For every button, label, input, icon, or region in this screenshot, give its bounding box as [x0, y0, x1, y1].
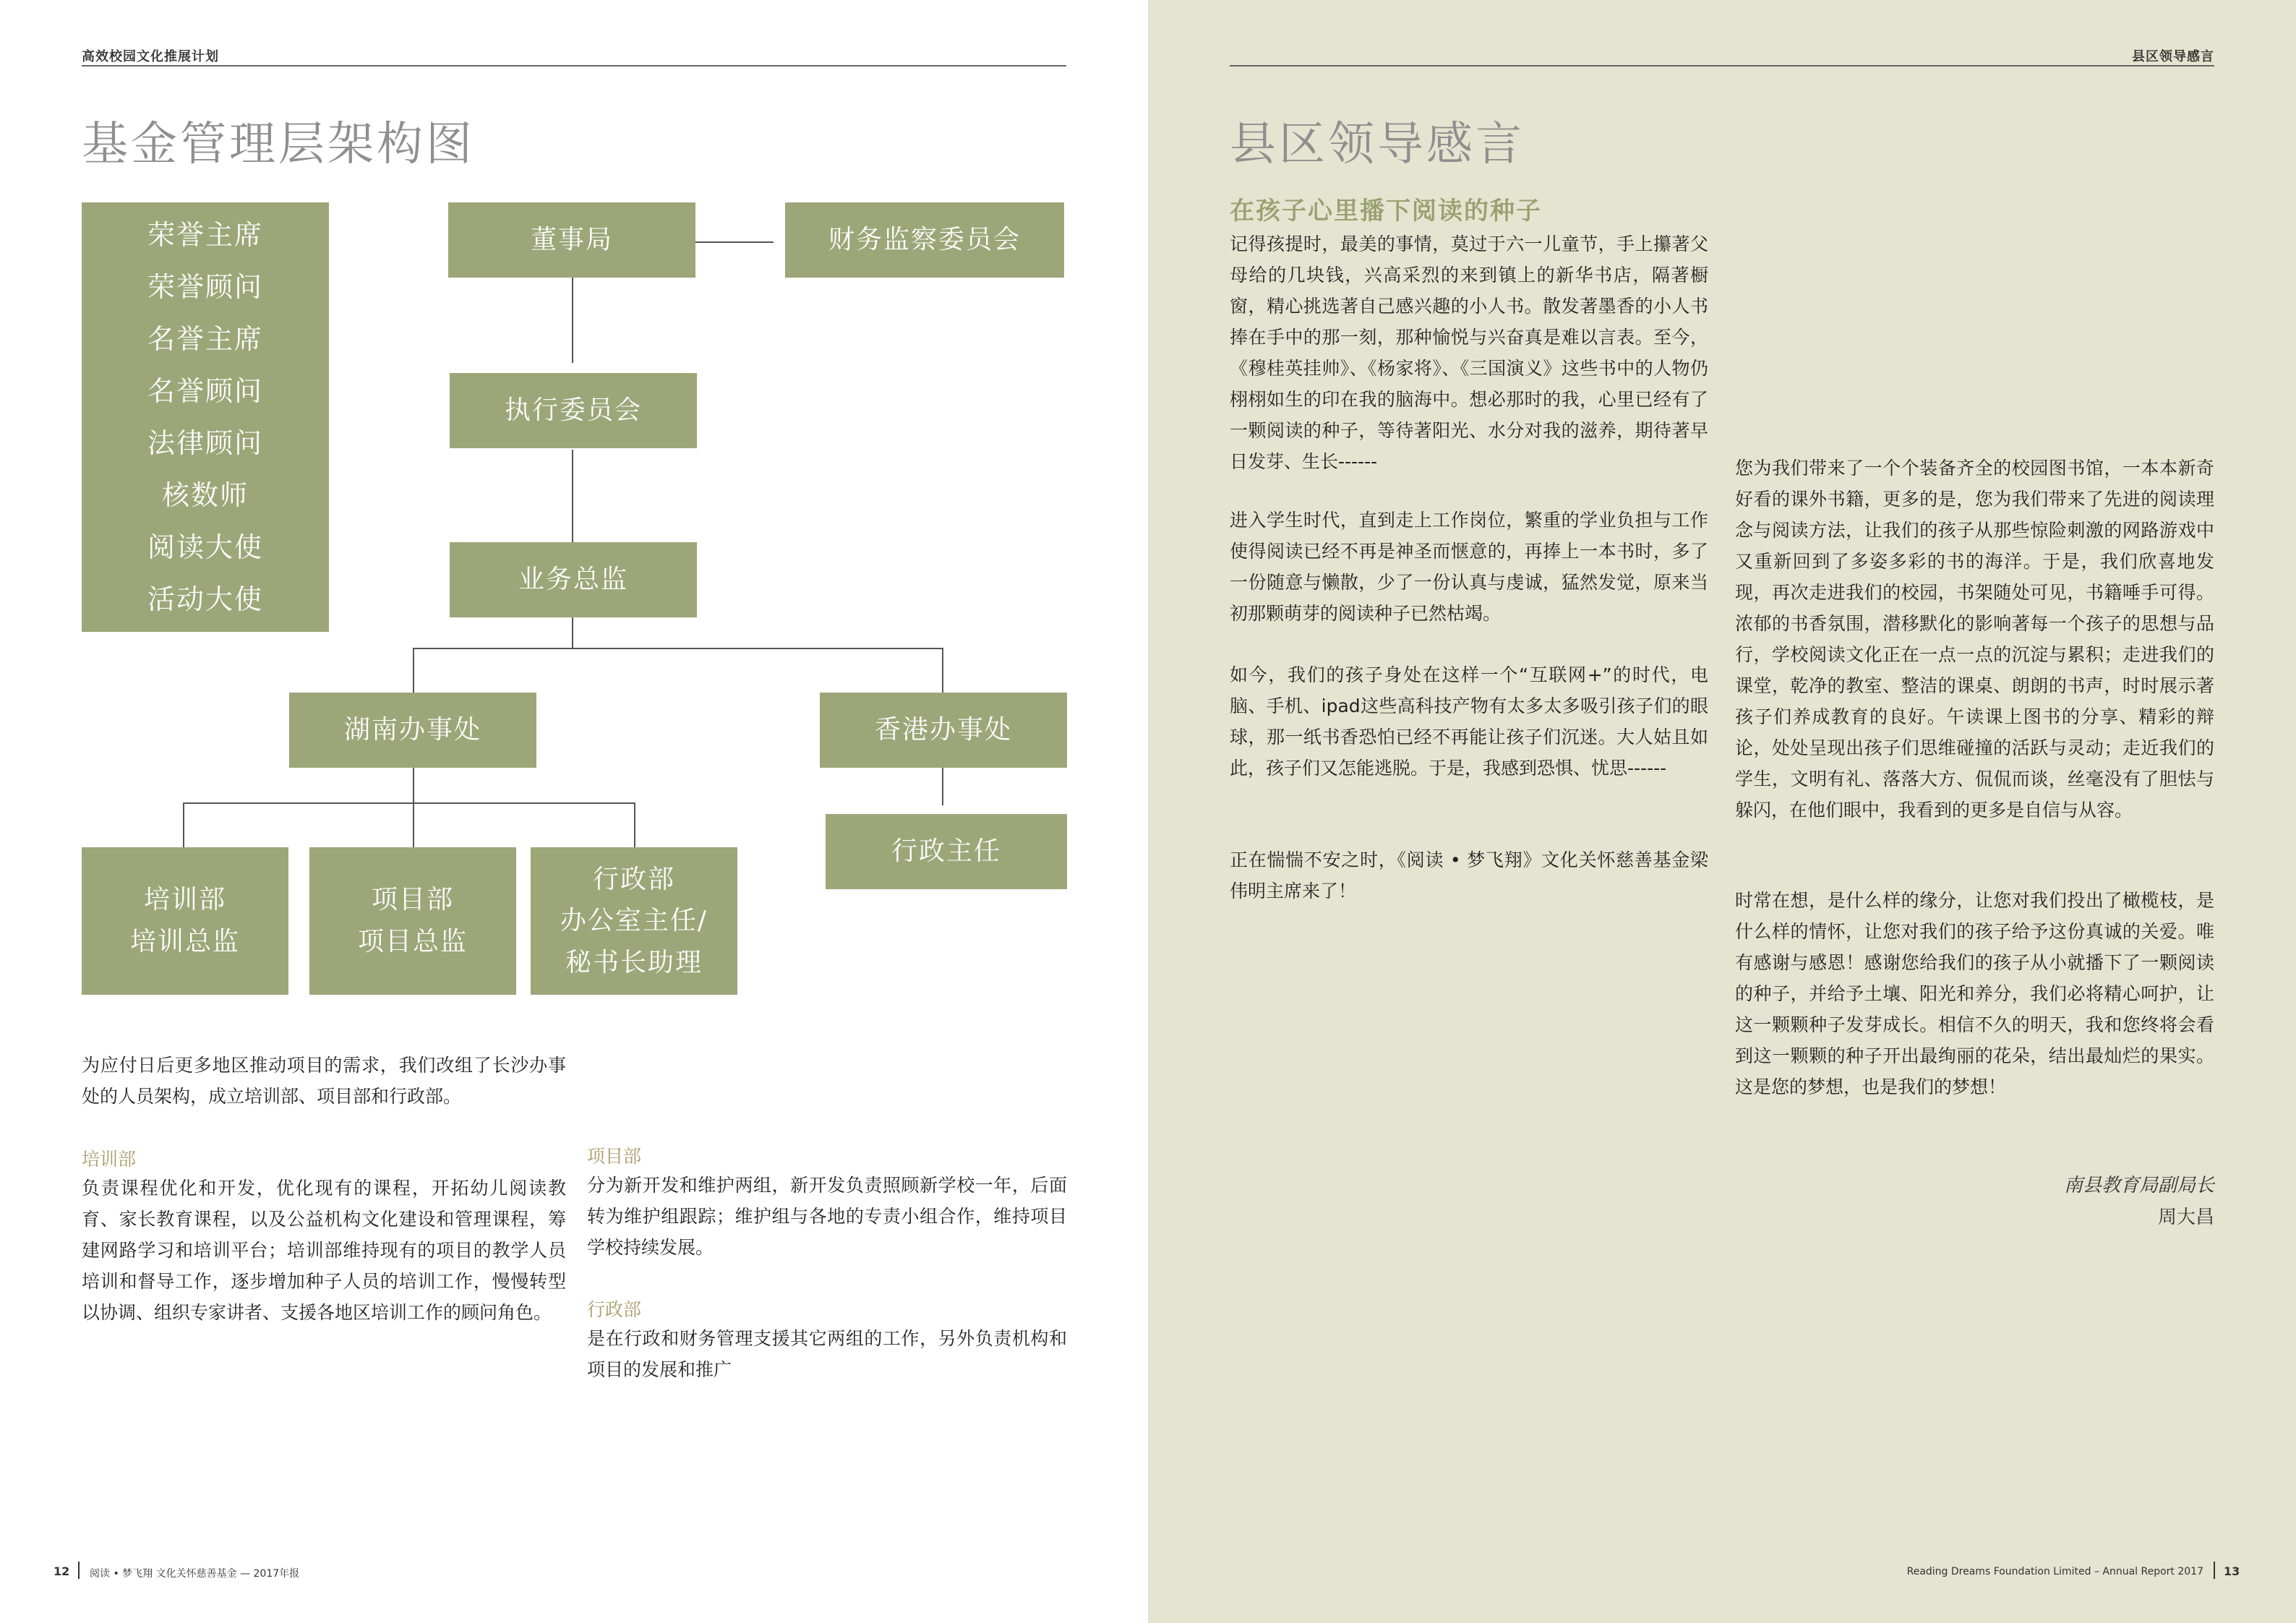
admin-dept-label: 行政部 [592, 864, 675, 894]
col2-paragraph-2: 时常在想，是什么样的缘分，让您对我们投出了橄榄枝，是什么样的情怀，让您对我们的孩子给予这份真诚的关爱。唯有感谢与感恩！感谢您给我们的孩子从小就播下了一颗阅读的种子，并给予土壤、阳光和养分，我们必将精心呵护，让这一颗颗种子发芽成长。相信不久的明天，我和您终将会看到这一颗颗的种子开出最绚丽的花朵，结出最灿烂的果实。这是您的梦想，也是我们的梦想！ [1735, 890, 2214, 1097]
secretary-assistant-label: 秘书长助理 [565, 947, 703, 977]
hunan-office-box: 湖南办事处 [289, 693, 536, 768]
hunan-down-connector [413, 768, 414, 802]
training-drop-connector [183, 802, 184, 847]
left-footer-divider [78, 1562, 80, 1579]
honor-item: 阅读大使 [147, 531, 263, 563]
office-director-label: 办公室主任/ [560, 906, 708, 936]
right-footer-divider [2214, 1562, 2215, 1579]
left-footer-text: 阅读 • 梦飞翔 文化关怀慈善基金 — 2017年报 [90, 1568, 300, 1580]
admin-head-box: 行政主任 [826, 814, 1067, 889]
restructure-intro: 为应付日后更多地区推动项目的需求，我们改组了长沙办事处的人员架构，成立培训部、项目部和行政部。 [82, 1055, 566, 1107]
left-header-rule [82, 65, 1066, 67]
left-page-number: 12 [53, 1564, 70, 1578]
board-exec-connector [572, 278, 573, 363]
honor-item: 名誉顾问 [147, 375, 263, 407]
project-dept-label: 项目部 [371, 885, 454, 915]
board-box: 董事局 [448, 202, 695, 278]
admin-dept-box [531, 847, 737, 995]
business-director-box: 业务总监 [450, 542, 697, 617]
honor-item: 荣誉顾问 [147, 271, 263, 303]
training-director-label: 培训总监 [129, 927, 240, 956]
signature-name: 周大昌 [2157, 1207, 2214, 1228]
col1-paragraph-1: 记得孩提时，最美的事情，莫过于六一儿童节，手上攥著父母给的几块钱，兴高采烈的来到镇上的新华书店，隔著橱窗，精心挑选著自己感兴趣的小人书。散发著墨香的小人书捧在手中的那一刻，那种愉悦与兴奋真是难以言表。至今，《穆桂英挂帅》、《杨家将》、《三国演义》这些书中的人物仍栩栩如生的印在我的脑海中。想必那时的我，心里已经有了一颗阅读的种子，等待著阳光、水分对我的滋养，期待著早日发芽、生长------ [1230, 234, 1708, 472]
training-dept-box [82, 847, 288, 995]
right-running-header: 县区领导感言 [2132, 49, 2214, 64]
hongkong-admin-connector [942, 768, 943, 805]
col1-paragraph-2: 进入学生时代，直到走上工作岗位，繁重的学业负担与工作使得阅读已经不再是神圣而惬意的，再捧上一本书时，多了一份随意与懒散，少了一份认真与虔诚，猛然发觉，原来当初那颗萌芽的阅读种子已然枯竭。 [1230, 510, 1708, 624]
testimonial-subtitle: 在孩子心里播下阅读的种子 [1230, 197, 1542, 226]
project-dept-box [309, 847, 516, 995]
right-header-rule [1230, 65, 2214, 67]
hongkong-office-box: 香港办事处 [820, 693, 1067, 768]
director-down-connector [572, 617, 573, 648]
left-running-header: 高效校园文化推展计划 [82, 49, 219, 64]
col2-paragraph-1: 您为我们带来了一个个装备齐全的校园图书馆，一本本新奇好看的课外书籍，更多的是，您为我们带来了先进的阅读理念与阅读方法，让我们的孩子从那些惊险刺激的网路游戏中又重新回到了多姿多彩的书的海洋。于是，我们欣喜地发现，再次走进我们的校园，书架随处可见，书籍唾手可得。浓郁的书香氛围，潜移默化的影响著每一个孩子的思想与品行，学校阅读文化正在一点一点的沉淀与累积；走进我们的课堂，乾净的教室、整洁的课桌、朗朗的书声，时时展示著孩子们养成教育的良好。午读课上图书的分享、精彩的辩论，处处呈现出孩子们思维碰撞的活跃与灵动；走近我们的学生，文明有礼、落落大方、侃侃而谈，丝毫没有了胆怯与躲闪，在他们眼中，我看到的更多是自信与从容。 [1735, 458, 2214, 821]
col1-paragraph-4: 正在惴惴不安之时，《阅读 • 梦飞翔》文化关怀慈善基金梁伟明主席来了！ [1230, 849, 1708, 902]
admin-drop-connector [634, 802, 635, 847]
executive-committee-box: 执行委员会 [450, 373, 697, 448]
hunan-branch-connector [183, 802, 635, 804]
honor-item: 法律顾问 [147, 427, 263, 459]
project-heading: 项目部 [587, 1146, 642, 1167]
honor-item: 活动大使 [147, 583, 263, 615]
signature-title: 南县教育局副局长 [2063, 1175, 2214, 1196]
right-footer-text: Reading Dreams Foundation Limited – Annual Report 2017 [1906, 1566, 2203, 1577]
board-finance-connector [695, 241, 774, 243]
hunan-drop-connector [413, 648, 414, 693]
exec-director-connector [572, 450, 573, 542]
admin-heading: 行政部 [587, 1299, 642, 1320]
col1-paragraph-3: 如今，我们的孩子身处在这样一个“互联网+”的时代，电脑、手机、ipad这些高科技产物有太多太多吸引孩子们的眼球，那一纸书香恐怕已经不再能让孩子们沉迷。大人姑且如此，孩子们又怎能逃脱。于是，我感到恐惧、忧思------ [1230, 664, 1708, 779]
training-description: 负责课程优化和开发，优化现有的课程，开拓幼儿阅读教育、家长教育课程，以及公益机构文化建设和管理课程，筹建网路学习和培训平台；培训部维持现有的项目的教学人员培训和督导工作，逐步增加种子人员的培训工作，慢慢转型以协调、组织专家讲者、支援各地区培训工作的顾问角色。 [82, 1178, 566, 1323]
training-heading: 培训部 [82, 1149, 137, 1170]
project-drop-connector [413, 802, 414, 847]
director-branch-connector [413, 648, 943, 649]
honor-item: 名誉主席 [147, 323, 263, 355]
honorary-positions-box [82, 202, 329, 632]
honor-item: 荣誉主席 [147, 219, 263, 251]
project-director-label: 项目总监 [357, 927, 468, 956]
testimonial-title: 县区领导感言 [1230, 118, 1525, 171]
finance-committee-box: 财务监察委员会 [785, 202, 1064, 278]
org-chart-title: 基金管理层架构图 [82, 118, 475, 171]
honor-item: 核数师 [161, 479, 249, 511]
project-description: 分为新开发和维护两组，新开发负责照顾新学校一年，后面转为维护组跟踪；维护组与各地的专责小组合作，维持项目学校持续发展。 [587, 1175, 1067, 1258]
admin-description: 是在行政和财务管理支援其它两组的工作，另外负责机构和项目的发展和推广 [587, 1328, 1067, 1380]
right-page-number: 13 [2224, 1564, 2240, 1578]
hongkong-drop-connector [942, 648, 943, 693]
training-dept-label: 培训部 [143, 885, 226, 915]
